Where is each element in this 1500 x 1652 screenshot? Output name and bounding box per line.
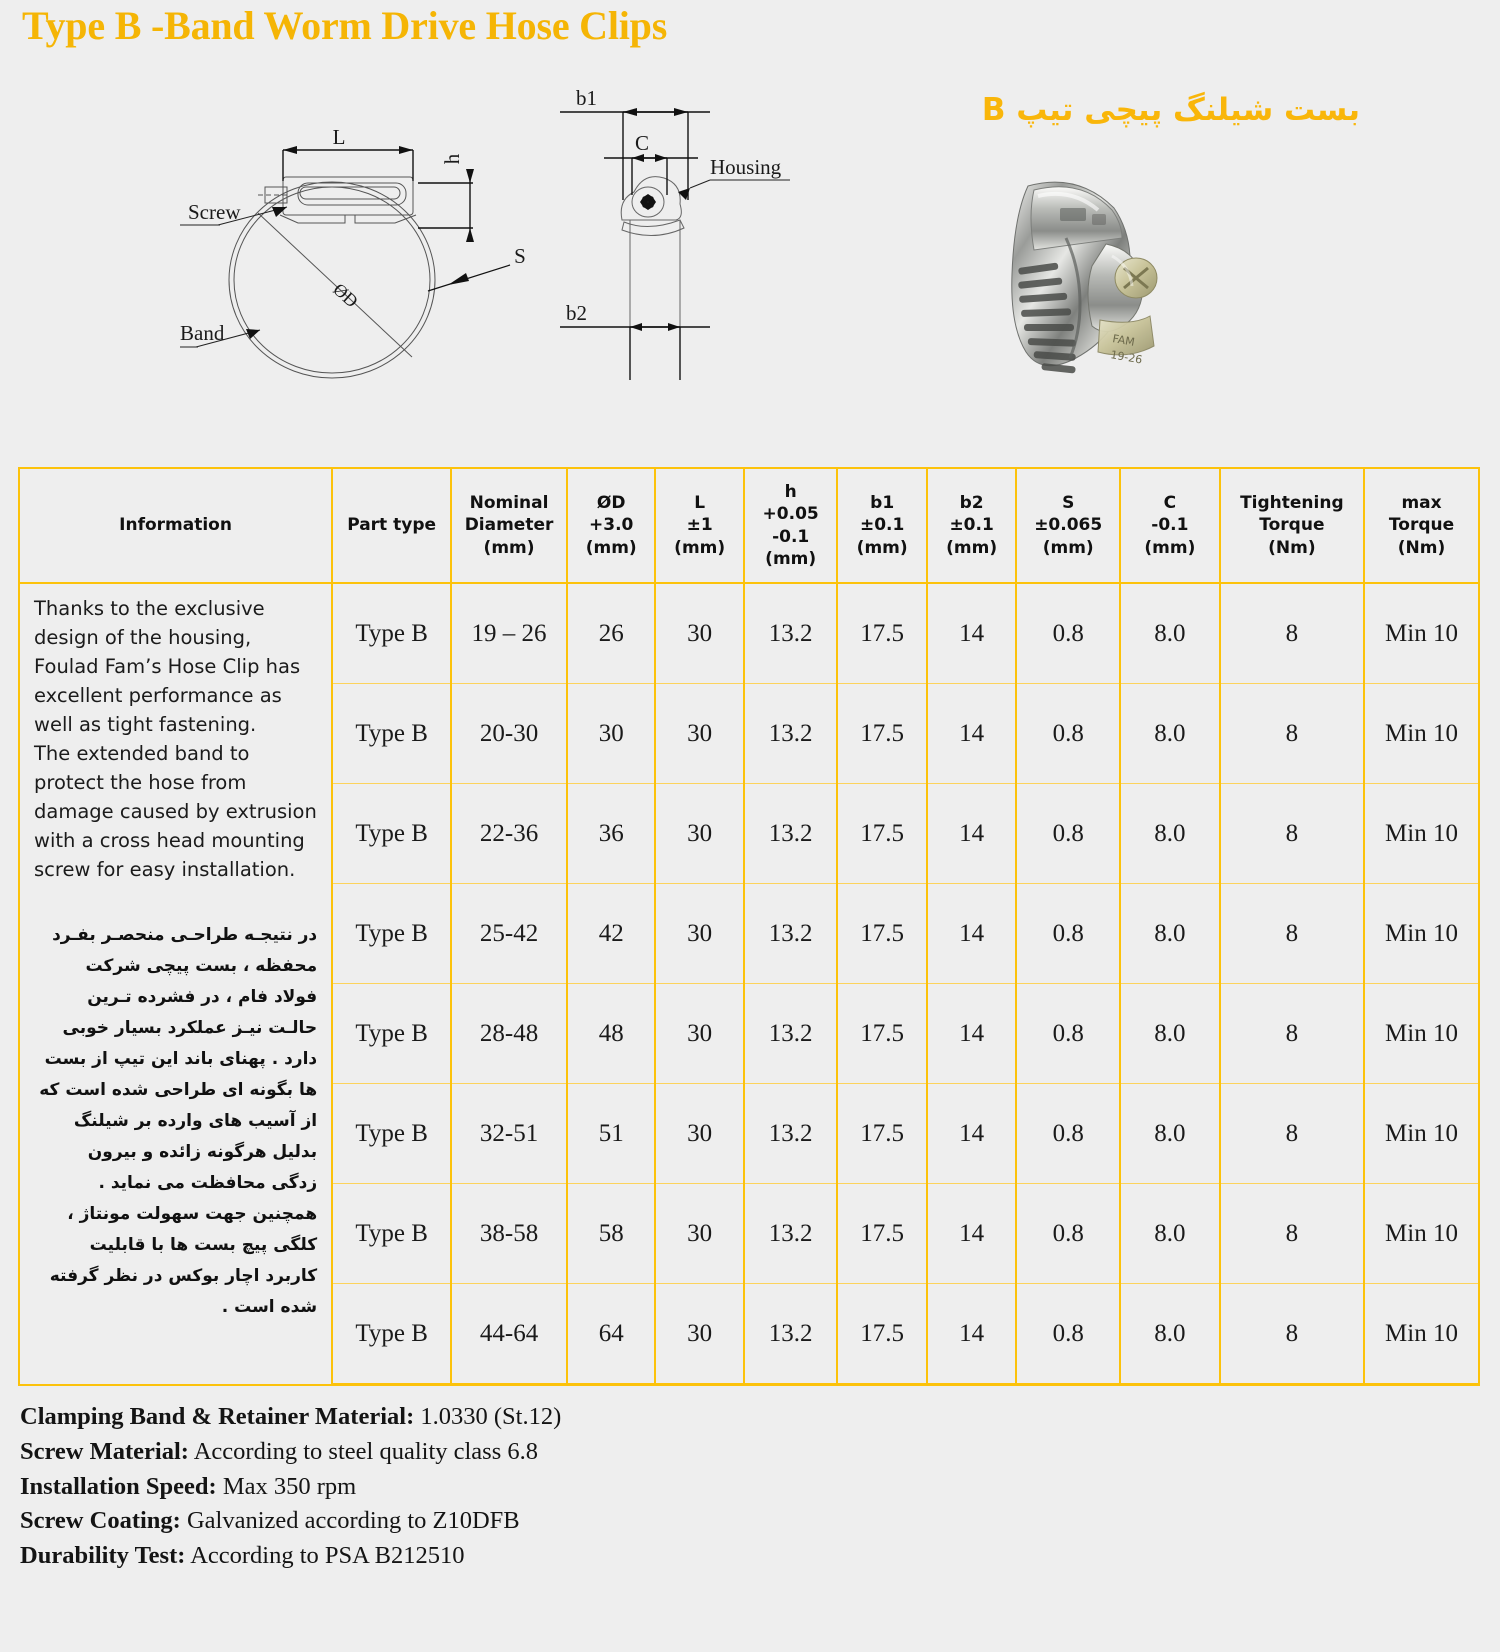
cell-h: 13.2	[744, 1184, 838, 1284]
cell-nominal-diameter: 32-51	[451, 1084, 567, 1184]
cell-l: 30	[655, 984, 743, 1084]
cell-tightening-torque: 8	[1220, 1184, 1364, 1284]
column-header-part-type: Part type	[332, 468, 451, 583]
dimension-label-b2: b2	[566, 301, 587, 325]
cell-part-type: Type B	[332, 583, 451, 684]
cell-od: 36	[567, 784, 655, 884]
cell-l: 30	[655, 684, 743, 784]
cell-part-type: Type B	[332, 884, 451, 984]
cell-s: 0.8	[1016, 583, 1120, 684]
cell-h: 13.2	[744, 1084, 838, 1184]
cell-od: 30	[567, 684, 655, 784]
dimension-label-b1: b1	[576, 86, 597, 110]
cell-max-torque: Min 10	[1364, 583, 1479, 684]
column-header-b1: b1 ±0.1 (mm)	[837, 468, 926, 583]
dimension-label-h: h	[440, 153, 464, 165]
column-header-tightening-torque: Tightening Torque (Nm)	[1220, 468, 1364, 583]
cell-c: 8.0	[1120, 1084, 1220, 1184]
column-header-h: h +0.05 -0.1 (mm)	[744, 468, 838, 583]
svg-text:19-26: 19-26	[1109, 348, 1144, 367]
cell-l: 30	[655, 884, 743, 984]
cell-tightening-torque: 8	[1220, 1284, 1364, 1385]
material-specifications	[20, 1400, 561, 1574]
cell-l: 30	[655, 784, 743, 884]
cell-nominal-diameter: 28-48	[451, 984, 567, 1084]
callout-label-screw: Screw	[188, 200, 241, 224]
spec-key: Installation Speed:	[20, 1472, 217, 1500]
table-row	[19, 583, 1479, 684]
spec-value: 1.0330 (St.12)	[420, 1403, 562, 1430]
spec-key: Clamping Band & Retainer Material:	[20, 1403, 415, 1430]
cell-b2: 14	[927, 984, 1016, 1084]
cell-od: 51	[567, 1084, 655, 1184]
column-header-l: L ±1 (mm)	[655, 468, 743, 583]
table-body	[19, 583, 1479, 1385]
spec-key: Screw Coating:	[20, 1507, 181, 1535]
cell-max-torque: Min 10	[1364, 684, 1479, 784]
cell-h: 13.2	[744, 684, 838, 784]
cell-tightening-torque: 8	[1220, 784, 1364, 884]
page-title-persian: بست شیلنگ پیچی تیپ B	[981, 92, 1360, 128]
information-text-english: Thanks to the exclusive design of the housing, Foulad Fam’s Hose Clip has excellent performance as well as tight fastening. The extended band to protect the hose from damage caused by extrusion with a cross head mounting screw for easy installation.	[34, 597, 317, 882]
cell-h: 13.2	[744, 984, 838, 1084]
cell-h: 13.2	[744, 884, 838, 984]
clamp-side-diagram	[180, 95, 540, 385]
cell-c: 8.0	[1120, 784, 1220, 884]
cell-h: 13.2	[744, 1284, 838, 1385]
cell-s: 0.8	[1016, 1184, 1120, 1284]
cell-tightening-torque: 8	[1220, 1084, 1364, 1184]
spec-key: Durability Test:	[20, 1542, 186, 1570]
cell-od: 26	[567, 583, 655, 684]
cell-l: 30	[655, 1084, 743, 1184]
cell-b2: 14	[927, 1284, 1016, 1385]
cell-part-type: Type B	[332, 1184, 451, 1284]
column-header-od: ØD +3.0 (mm)	[567, 468, 655, 583]
information-cell	[19, 583, 332, 1385]
cell-s: 0.8	[1016, 1284, 1120, 1385]
cell-b1: 17.5	[837, 784, 926, 884]
cell-b2: 14	[927, 784, 1016, 884]
cell-nominal-diameter: 25-42	[451, 884, 567, 984]
cell-b1: 17.5	[837, 1284, 926, 1385]
cell-s: 0.8	[1016, 1084, 1120, 1184]
cell-od: 48	[567, 984, 655, 1084]
spec-key: Screw Material:	[20, 1437, 189, 1465]
cell-tightening-torque: 8	[1220, 583, 1364, 684]
spec-row-screw-material	[20, 1435, 561, 1470]
cell-od: 64	[567, 1284, 655, 1385]
cell-b1: 17.5	[837, 1084, 926, 1184]
dimension-label-L: L	[332, 125, 346, 149]
column-header-nominal-diameter: Nominal Diameter (mm)	[451, 468, 567, 583]
cell-c: 8.0	[1120, 684, 1220, 784]
cell-b1: 17.5	[837, 984, 926, 1084]
cell-h: 13.2	[744, 784, 838, 884]
cell-c: 8.0	[1120, 583, 1220, 684]
cell-b1: 17.5	[837, 884, 926, 984]
cell-s: 0.8	[1016, 984, 1120, 1084]
cell-od: 42	[567, 884, 655, 984]
cell-b2: 14	[927, 1184, 1016, 1284]
spec-value: Max 350 rpm	[222, 1472, 357, 1500]
cell-h: 13.2	[744, 583, 838, 684]
column-header-c: C -0.1 (mm)	[1120, 468, 1220, 583]
cell-s: 0.8	[1016, 784, 1120, 884]
spec-value: According to steel quality class 6.8	[193, 1437, 538, 1465]
column-header-b2: b2 ±0.1 (mm)	[927, 468, 1016, 583]
cell-c: 8.0	[1120, 1284, 1220, 1385]
cell-part-type: Type B	[332, 684, 451, 784]
cell-max-torque: Min 10	[1364, 984, 1479, 1084]
cell-tightening-torque: 8	[1220, 884, 1364, 984]
cell-c: 8.0	[1120, 1184, 1220, 1284]
cell-max-torque: Min 10	[1364, 1284, 1479, 1385]
page-title: Type B -Band Worm Drive Hose Clips	[22, 3, 668, 48]
cell-tightening-torque: 8	[1220, 984, 1364, 1084]
dimension-label-S: S	[514, 244, 526, 268]
cell-part-type: Type B	[332, 984, 451, 1084]
cell-tightening-torque: 8	[1220, 684, 1364, 784]
spec-row-installation-speed	[20, 1470, 561, 1505]
dimension-label-diameter: ØD	[329, 279, 363, 312]
column-header-s: S ±0.065 (mm)	[1016, 468, 1120, 583]
cell-max-torque: Min 10	[1364, 884, 1479, 984]
cell-nominal-diameter: 20-30	[451, 684, 567, 784]
spec-row-durability-test	[20, 1539, 561, 1574]
cell-l: 30	[655, 1184, 743, 1284]
spec-row-screw-coating	[20, 1504, 561, 1539]
cell-c: 8.0	[1120, 984, 1220, 1084]
cell-b2: 14	[927, 1084, 1016, 1184]
cell-c: 8.0	[1120, 884, 1220, 984]
cell-b1: 17.5	[837, 583, 926, 684]
cell-l: 30	[655, 583, 743, 684]
cell-nominal-diameter: 19 – 26	[451, 583, 567, 684]
svg-text:FAM: FAM	[1111, 332, 1136, 349]
table-header	[19, 468, 1479, 583]
cell-od: 58	[567, 1184, 655, 1284]
cell-max-torque: Min 10	[1364, 784, 1479, 884]
cell-b1: 17.5	[837, 684, 926, 784]
column-header-max-torque: max Torque (Nm)	[1364, 468, 1479, 583]
cell-nominal-diameter: 38-58	[451, 1184, 567, 1284]
cell-part-type: Type B	[332, 1084, 451, 1184]
cell-max-torque: Min 10	[1364, 1184, 1479, 1284]
callout-label-band: Band	[180, 321, 225, 345]
cell-s: 0.8	[1016, 684, 1120, 784]
cell-max-torque: Min 10	[1364, 1084, 1479, 1184]
clamp-front-diagram	[520, 80, 820, 390]
dimension-label-C: C	[634, 131, 650, 155]
spec-row-clamping-band	[20, 1400, 561, 1435]
cell-s: 0.8	[1016, 884, 1120, 984]
cell-nominal-diameter: 22-36	[451, 784, 567, 884]
product-photo	[960, 160, 1160, 385]
cell-nominal-diameter: 44-64	[451, 1284, 567, 1385]
cell-part-type: Type B	[332, 784, 451, 884]
cell-l: 30	[655, 1284, 743, 1385]
table-header-row	[19, 468, 1479, 583]
information-text-persian: در نتیجـه طراحـی منحصـر بفـرد محفظه ، بست پیچی شرکت فولاد فام ، در فشرده تـرین حالـت نیـز عملکرد بسیار خوبی دارد . پهنای باند این تیپ از بست ها بگونه ای طراحی شده است که از آسیب های وارده بر شیلنگ بدلیل هرگونه زائده و بیرون زدگی محافظت می نماید . همچنین جهت سهولت مونتاژ ، کلگی پیچ بست ها با قابلیت کاربرد اچار بوکس در نظر گرفته شده است .	[39, 925, 318, 1317]
specification-table	[18, 467, 1480, 1386]
column-header-information: Information	[19, 468, 332, 583]
spec-value: According to PSA B212510	[190, 1542, 465, 1570]
cell-b2: 14	[927, 884, 1016, 984]
cell-b1: 17.5	[837, 1184, 926, 1284]
callout-label-housing: Housing	[710, 155, 782, 179]
cell-part-type: Type B	[332, 1284, 451, 1385]
cell-b2: 14	[927, 583, 1016, 684]
cell-b2: 14	[927, 684, 1016, 784]
spec-value: Galvanized according to Z10DFB	[186, 1507, 520, 1535]
